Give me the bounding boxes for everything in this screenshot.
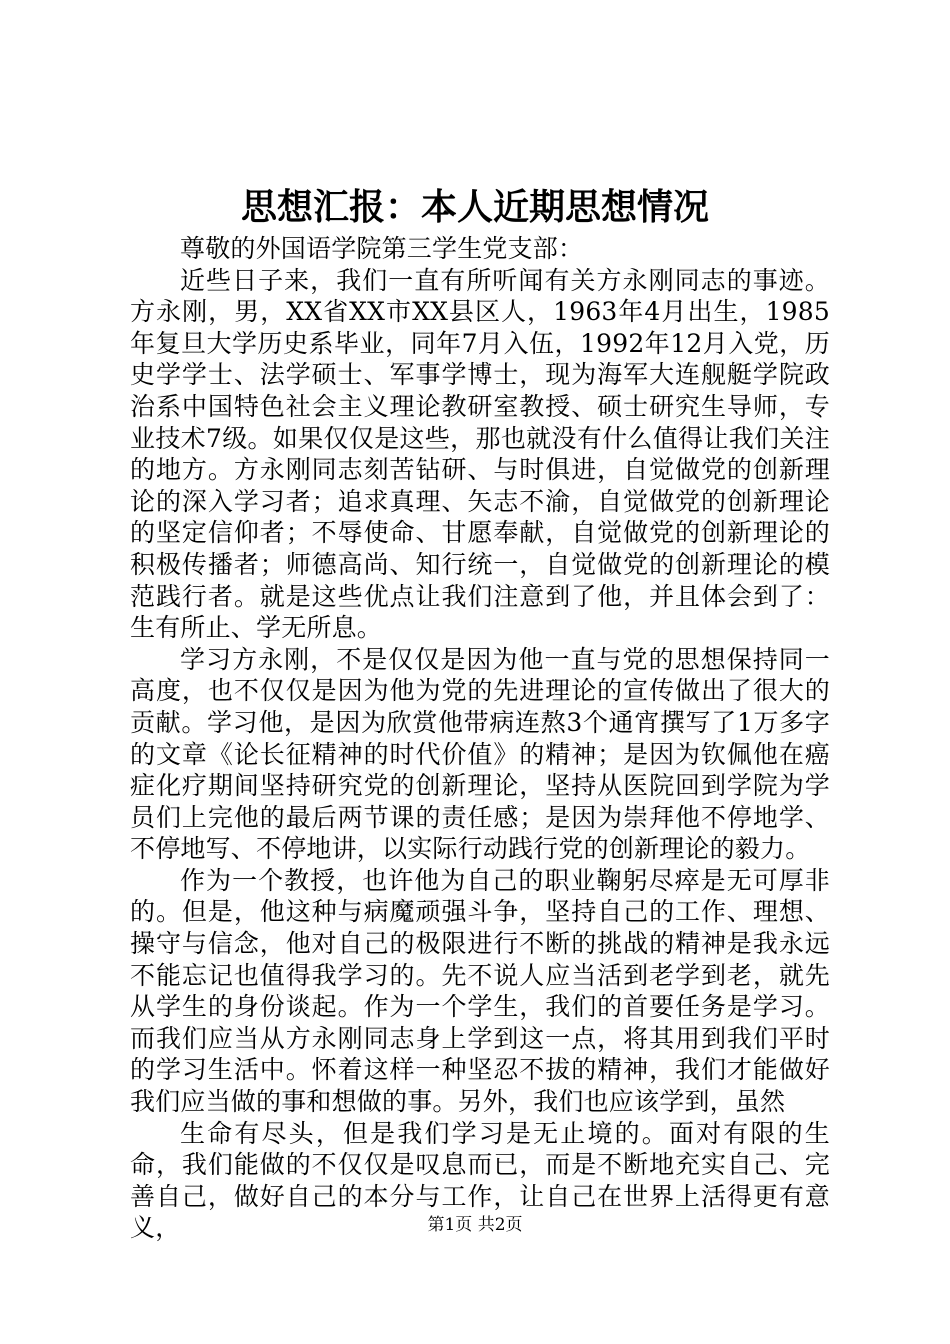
paragraph: 近些日子来，我们一直有所听闻有关方永刚同志的事迹。方永刚，男，XX省XX市XX县区人，1963年4月出生，1985年复旦大学历史系毕业，同年7月入伍，1992年12月入党，历史学学士、法学硕士、军事学博士，现为海军大连舰艇学院政治系中国特色社会主义理论教研室教授、硕士研究生导师，专业技术7级。如果仅仅是这些，那也就没有什么值得让我们关注的地方。方永刚同志刻苦钻研、与时俱进，自觉做党的创新理论的深入学习者；追求真理、矢志不渝，自觉做党的创新理论的坚定信仰者；不辱使命、甘愿奉献，自觉做党的创新理论的积极传播者；师德高尚、知行统一，自觉做党的创新理论的模范践行者。就是这些优点让我们注意到了他，并且体会到了：生有所止、学无所息。 bbox=[130, 265, 830, 643]
salutation: 尊敬的外国语学院第三学生党支部： bbox=[180, 234, 584, 263]
page-number-footer: 第1页 共2页 bbox=[427, 1215, 523, 1235]
document-title: 思想汇报：本人近期思想情况 bbox=[240, 187, 709, 228]
paragraph: 学习方永刚，不是仅仅是因为他一直与党的思想保持同一高度，也不仅仅是因为他为党的先进理论的宣传做出了很大的贡献。学习他，是因为欣赏他带病连熬3个通宵撰写了1万多字的文章《论长征精神的时代价值》的精神；是因为钦佩他在癌症化疗期间坚持研究党的创新理论，坚持从医院回到学院为学员们上完他的最后两节课的责任感；是因为崇拜他不停地学、不停地写、不停地讲，以实际行动践行党的创新理论的毅力。 bbox=[130, 644, 830, 864]
paragraph: 作为一个教授，也许他为自己的职业鞠躬尽瘁是无可厚非的。但是，他这种与病魔顽强斗争，坚持自己的工作、理想、操守与信念，他对自己的极限进行不断的挑战的精神是我永远不能忘记也值得我学习的。先不说人应当活到老学到老，就先从学生的身份谈起。作为一个学生，我们的首要任务是学习。而我们应当从方永刚同志身上学到这一点，将其用到我们平时的学习生活中。怀着这样一种坚忍不拔的精神，我们才能做好我们应当做的事和想做的事。另外，我们也应该学到，虽然 bbox=[130, 865, 830, 1117]
document-body bbox=[130, 233, 830, 1244]
paragraph: 生命有尽头，但是我们学习是无止境的。面对有限的生命，我们能做的不仅仅是叹息而已，而是不断地充实自己、完善自己，做好自己的本分与工作，让自己在世界上活得更有意义， bbox=[130, 1118, 830, 1243]
